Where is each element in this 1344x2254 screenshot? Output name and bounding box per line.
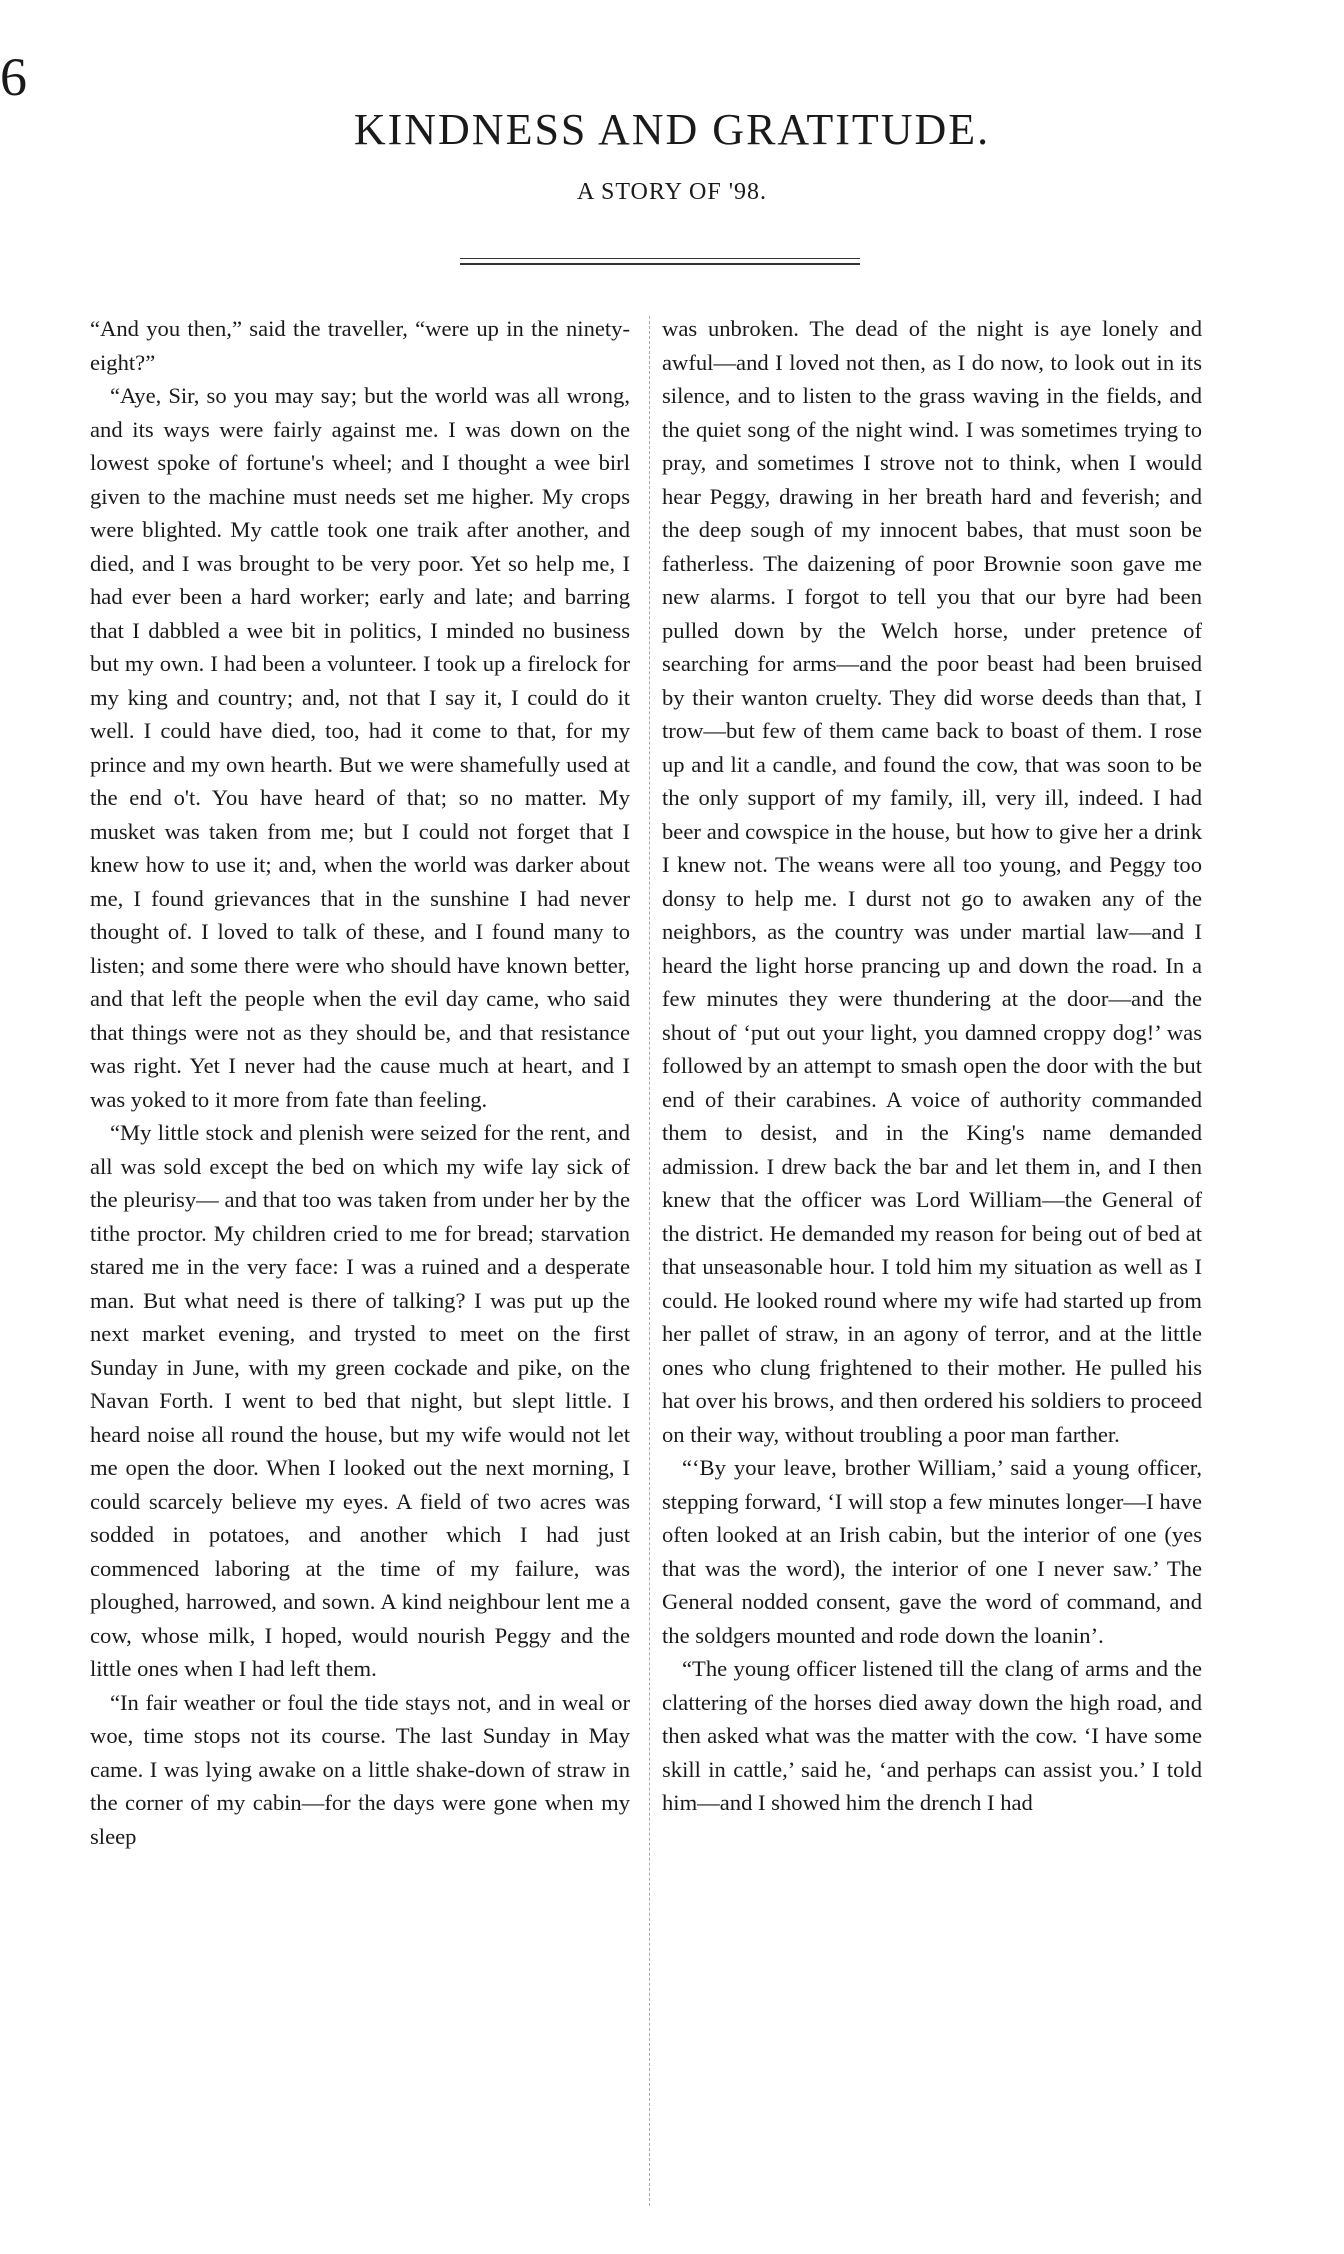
paragraph: “And you then,” said the traveller, “were up in the ninety-eight?”: [90, 316, 630, 375]
paragraph: “Aye, Sir, so you may say; but the world was all wrong, and its ways were fairly against me. I was down on the lowest spoke of fortune's wheel; and I thought a wee birl given to the machine must needs set me higher. My crops were blighted. My cattle took one traik after another, and died, and I was brought to be very poor. Yet so help me, I had ever been a hard worker; early and late; and barring that I dabbled a wee bit in politics, I minded no business but my own. I had been a volunteer. I took up a firelock for my king and country; and, not that I say it, I could do it well. I could have died, too, had it come to that, for my prince and my own hearth. But we were shamefully used at the end o't. You have heard of that; so no matter. My musket was taken from me; but I could not forget that I knew how to use it; and, when the world was darker about me, I found grievances that in the sunshine I had never thought of. I loved to talk of these, and I found many to listen; and some there were who should have known better, and that left the people when the evil day came, who said that things were not as they should be, and that resistance was right. Yet I never had the cause much at heart, and I was yoked to it more from fate than feeling.: [90, 383, 630, 1112]
paragraph: “My little stock and plenish were seized for the rent, and all was sold except the bed on which my wife lay sick of the pleurisy— and that too was taken from under her by the tithe proctor. My children cried to me for bread; starvation stared me in the very face: I was a ruined and a desperate man. But what need is there of talking? I was put up the next market evening, and trysted to meet on the first Sunday in June, with my green cockade and pike, on the Navan Forth. I went to bed that night, but slept little. I heard noise all round the house, but my wife would not let me open the door. When I looked out the next morning, I could scarcely believe my eyes. A field of two acres was sodded in potatoes, and another which I had just commenced laboring at the time of my failure, was ploughed, harrowed, and sown. A kind neighbour lent me a cow, whose milk, I hoped, would nourish Peggy and the little ones when I had left them.: [90, 1120, 630, 1681]
left-column: [90, 312, 630, 2212]
title-divider: [460, 258, 860, 265]
column-divider: [649, 316, 650, 2206]
paragraph: was unbroken. The dead of the night is aye lonely and awful—and I loved not then, as I do now, to look out in its silence, and to listen to the grass waving in the fields, and the quiet song of the night wind. I was sometimes trying to pray, and sometimes I strove not to think, when I would hear Peggy, drawing in her breath hard and feverish; and the deep sough of my innocent babes, that must soon be fatherless. The daizening of poor Brownie soon gave me new alarms. I forgot to tell you that our byre had been pulled down by the Welch horse, under pretence of searching for arms—and the poor beast had been bruised by their wanton cruelty. They did worse deeds than that, I trow—but few of them came back to boast of them. I rose up and lit a candle, and found the cow, that was soon to be the only support of my family, ill, very ill, indeed. I had beer and cowspice in the house, but how to give her a drink I knew not. The weans were all too young, and Peggy too donsy to help me. I durst not go to awaken any of the neighbors, as the country was under martial law—and I heard the light horse prancing up and down the road. In a few minutes they were thundering at the door—and the shout of ‘put out your light, you damned croppy dog!’ was followed by an attempt to smash open the door with the but end of their carabines. A voice of authority commanded them to desist, and in the King's name demanded admission. I drew back the bar and let them in, and I then knew that the officer was Lord William—the General of the district. He demanded my reason for being out of bed at that unseasonable hour. I told him my situation as well as I could. He looked round where my wife had started up from her pallet of straw, in an agony of terror, and at the little ones who clung frightened to their mother. He pulled his hat over his brows, and then ordered his soldiers to proceed on their way, without troubling a poor man farther.: [662, 316, 1202, 1447]
article-title: KINDNESS AND GRATITUDE.: [353, 105, 991, 154]
paragraph: “‘By your leave, brother William,’ said a young officer, stepping forward, ‘I will stop a few minutes longer—I have often looked at an Irish cabin, but the interior of one (yes that was the word), the interior of one I never saw.’ The General nodded consent, gave the word of command, and the soldgers mounted and rode down the loanin’.: [662, 1455, 1202, 1648]
article-subtitle: A STORY OF '98.: [576, 179, 768, 205]
right-column: [662, 312, 1202, 2212]
paragraph: “The young officer listened till the clang of arms and the clattering of the horses died away down the high road, and then asked what was the matter with the cow. ‘I have some skill in cattle,’ said he, ‘and perhaps can assist you.’ I told him—and I showed him the drench I had: [662, 1656, 1202, 1815]
paragraph: “In fair weather or foul the tide stays not, and in weal or woe, time stops not its course. The last Sunday in May came. I was lying awake on a little shake-down of straw in the corner of my cabin—for the days were gone when my sleep: [90, 1689, 630, 1849]
page-number: 6: [0, 47, 27, 107]
